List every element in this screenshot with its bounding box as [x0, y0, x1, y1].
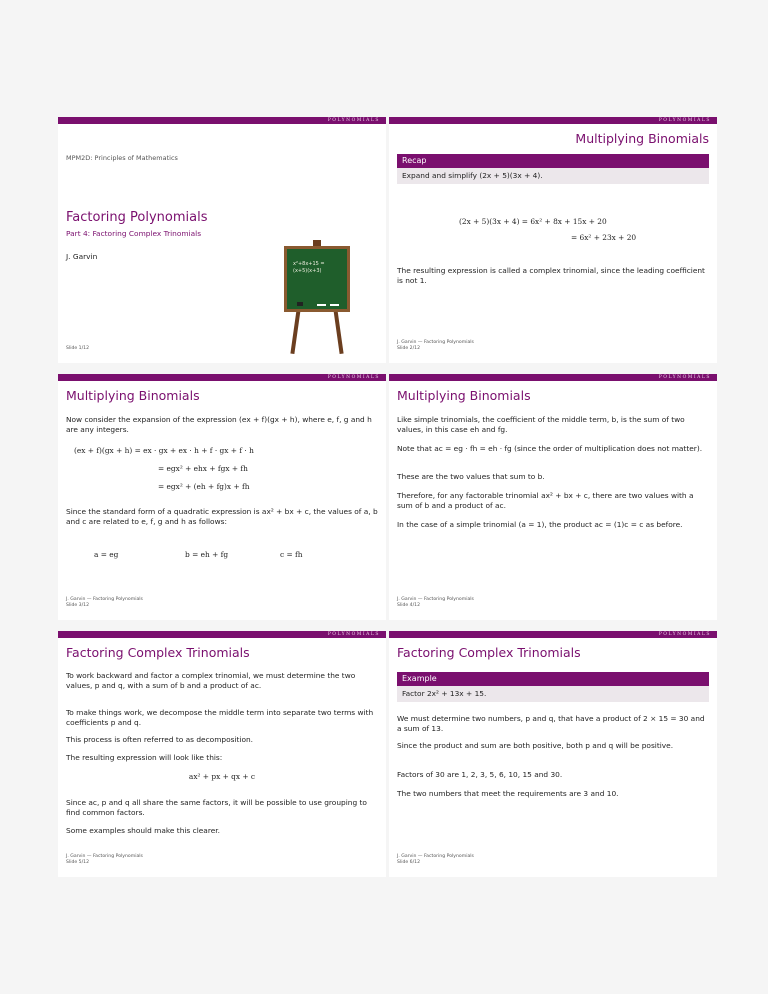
- slide-number: Slide 3/12: [66, 603, 89, 608]
- chalk-stick-2: [330, 304, 339, 306]
- equation-line-1: (2x + 5)(3x + 4) = 6x² + 8x + 15x + 20: [459, 217, 607, 226]
- paragraph-middle-term: Like simple trinomials, the coefficient of the middle term, b, is the sum of two values, in this case eh and fg.: [397, 415, 685, 434]
- paragraph-factors-30: Factors of 30 are 1, 2, 3, 5, 6, 10, 15 and 30.: [397, 770, 563, 779]
- block-title-example: Example: [397, 672, 709, 686]
- footer-author: J. Garvin — Factoring Polynomials: [397, 854, 474, 859]
- slide-banner: POLYNOMIALS: [389, 374, 717, 381]
- slide-title: Factoring Complex Trinomials: [397, 645, 581, 660]
- footer-author: J. Garvin — Factoring Polynomials: [397, 597, 474, 602]
- chalk-text-1: x²+8x+15 =: [293, 261, 325, 267]
- block-title-recap: Recap: [397, 154, 709, 168]
- slide-banner: POLYNOMIALS: [58, 631, 386, 638]
- chalk-eraser: [297, 302, 303, 306]
- paragraph-answer: The two numbers that meet the requirements are 3 and 10.: [397, 789, 619, 798]
- slide-6: [389, 631, 717, 877]
- paragraph-examples: Some examples should make this clearer.: [66, 826, 220, 835]
- slide-title: Factoring Complex Trinomials: [66, 645, 250, 660]
- chalk-stick-1: [317, 304, 326, 306]
- author-name: J. Garvin: [66, 252, 98, 261]
- block-body-example: Factor 2x² + 13x + 15.: [397, 686, 709, 702]
- equation-line-2: = 6x² + 23x + 20: [571, 233, 637, 242]
- slide-banner: POLYNOMIALS: [58, 117, 386, 124]
- paragraph-work-backward: To work backward and factor a complex trinomial, we must determine the two values, p and q, with a sum of b and a product of ac.: [66, 671, 356, 690]
- paragraph-complex-trinomial: The resulting expression is called a complex trinomial, since the leading coefficient is not 1.: [397, 266, 705, 285]
- footer-author: J. Garvin — Factoring Polynomials: [397, 340, 474, 345]
- paragraph-resulting: The resulting expression will look like this:: [66, 753, 223, 762]
- relation-c: c = fh: [280, 550, 303, 559]
- slide-title: Multiplying Binomials: [575, 131, 709, 146]
- paragraph-intro: Now consider the expansion of the expression (ex + f)(gx + h), where e, f, g and h are any integers.: [66, 415, 372, 434]
- paragraph-positive: Since the product and sum are both positive, both p and q will be positive.: [397, 741, 674, 750]
- paragraph-therefore: Therefore, for any factorable trinomial ax² + bx + c, there are two values with a sum of b and a product of ac.: [397, 491, 694, 510]
- slide-number: Slide 2/12: [397, 346, 420, 351]
- slide-1: [58, 117, 386, 363]
- equation-line-2: = egx² + ehx + fgx + fh: [158, 464, 248, 473]
- chalk-text-2: (x+5)(x+3): [293, 268, 322, 274]
- slide-number: Slide 5/12: [66, 860, 89, 865]
- paragraph-simple-case: In the case of a simple trinomial (a = 1), the product ac = (1)c = c as before.: [397, 520, 683, 529]
- slide-subtitle: Part 4: Factoring Complex Trinomials: [66, 229, 202, 238]
- equation-decomposed: ax² + px + qx + c: [188, 772, 256, 781]
- slide-number: Slide 6/12: [397, 860, 420, 865]
- paragraph-determine-pq: We must determine two numbers, p and q, that have a product of 2 × 15 = 30 and a sum of 13.: [397, 714, 705, 733]
- slide-banner: POLYNOMIALS: [58, 374, 386, 381]
- slide-4: [389, 374, 717, 620]
- paragraph-decompose: To make things work, we decompose the middle term into separate two terms with coefficients p and q.: [66, 708, 374, 727]
- chalkboard: [284, 246, 350, 312]
- slide-3: [58, 374, 386, 620]
- slide-title: Multiplying Binomials: [397, 388, 531, 403]
- relation-a: a = eg: [94, 550, 119, 559]
- paragraph-decomposition: This process is often referred to as decomposition.: [66, 735, 254, 744]
- paragraph-grouping: Since ac, p and q all share the same factors, it will be possible to use grouping to find common factors.: [66, 798, 367, 817]
- equation-line-1: (ex + f)(gx + h) = ex · gx + ex · h + f · gx + f · h: [74, 446, 254, 455]
- slide-5: [58, 631, 386, 877]
- paragraph-sum-to-b: These are the two values that sum to b.: [397, 472, 545, 481]
- footer-author: J. Garvin — Factoring Polynomials: [66, 597, 143, 602]
- slide-number: Slide 1/12: [66, 346, 89, 351]
- block-body-recap: Expand and simplify (2x + 5)(3x + 4).: [397, 168, 709, 184]
- paragraph-ac-product: Note that ac = eg · fh = eh · fg (since the order of multiplication does not matter).: [397, 444, 703, 453]
- slide-2: [389, 117, 717, 363]
- slide-title: Factoring Polynomials: [66, 210, 208, 225]
- equation-line-3: = egx² + (eh + fg)x + fh: [158, 482, 250, 491]
- chalkboard-easel-illustration: [280, 240, 354, 353]
- slide-banner: POLYNOMIALS: [389, 117, 717, 124]
- course-name: MPM2D: Principles of Mathematics: [66, 154, 178, 162]
- slide-banner: POLYNOMIALS: [389, 631, 717, 638]
- footer-author: J. Garvin — Factoring Polynomials: [66, 854, 143, 859]
- relation-b: b = eh + fg: [185, 550, 229, 559]
- slide-title: Multiplying Binomials: [66, 388, 200, 403]
- slide-number: Slide 4/12: [397, 603, 420, 608]
- paragraph-standard-form: Since the standard form of a quadratic expression is ax² + bx + c, the values of a, b and c are related to e, f, g and h as follows:: [66, 507, 378, 526]
